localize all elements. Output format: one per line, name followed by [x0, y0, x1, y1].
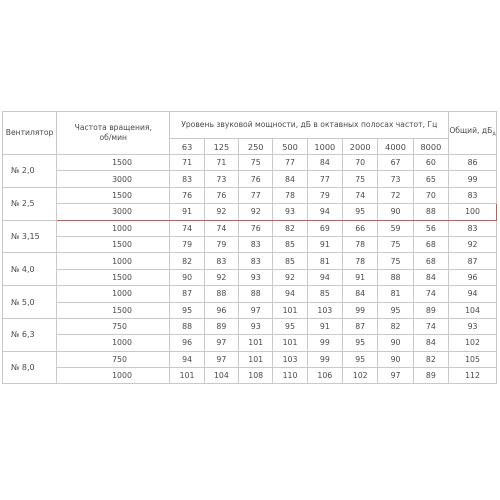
table-row [3, 204, 497, 220]
table-row [3, 335, 497, 351]
sound-level-value: 101 [273, 302, 307, 318]
rotation-speed: 1500 [57, 155, 170, 171]
sound-level-value: 97 [204, 335, 238, 351]
rotation-speed: 750 [57, 318, 170, 334]
sound-level-value: 85 [307, 286, 342, 302]
header-total-sub: А [492, 131, 496, 138]
sound-level-value: 69 [307, 220, 342, 236]
sound-level-value: 73 [378, 171, 413, 187]
sound-level-value: 110 [273, 368, 307, 384]
header-band: 500 [273, 139, 307, 155]
total-value: 92 [449, 236, 497, 252]
sound-level-value: 74 [413, 318, 448, 334]
sound-level-value: 94 [170, 351, 204, 367]
sound-level-value: 97 [239, 302, 273, 318]
fan-model: № 3,15 [3, 220, 57, 253]
sound-level-value: 68 [413, 236, 448, 252]
sound-level-value: 73 [204, 171, 238, 187]
sound-level-value: 75 [239, 155, 273, 171]
total-value: 87 [449, 253, 497, 269]
sound-level-value: 92 [273, 269, 307, 285]
sound-level-value: 94 [307, 204, 342, 220]
sound-level-value: 67 [378, 155, 413, 171]
sound-level-value: 82 [378, 318, 413, 334]
sound-level-value: 84 [273, 171, 307, 187]
sound-level-value: 78 [343, 253, 378, 269]
sound-level-value: 90 [378, 351, 413, 367]
sound-level-value: 75 [343, 171, 378, 187]
sound-level-value: 87 [343, 318, 378, 334]
rotation-speed: 1000 [57, 335, 170, 351]
sound-level-value: 95 [343, 351, 378, 367]
sound-level-value: 75 [378, 253, 413, 269]
sound-level-value: 82 [170, 253, 204, 269]
sound-level-value: 88 [378, 269, 413, 285]
sound-level-value: 90 [170, 269, 204, 285]
table-header [3, 112, 497, 155]
sound-level-value: 95 [378, 302, 413, 318]
rotation-speed: 1000 [57, 220, 170, 236]
sound-level-value: 84 [343, 286, 378, 302]
header-speed-line1: Частота вращения, [74, 123, 152, 132]
sound-level-value: 97 [378, 368, 413, 384]
table-row [3, 302, 497, 318]
sound-level-value: 89 [413, 368, 448, 384]
fan-model: № 2,0 [3, 155, 57, 188]
sound-level-value: 91 [170, 204, 204, 220]
total-value: 86 [449, 155, 497, 171]
sound-level-value: 83 [239, 253, 273, 269]
table-row [3, 171, 497, 187]
table-row [3, 318, 497, 334]
rotation-speed: 750 [57, 351, 170, 367]
sound-level-value: 101 [273, 335, 307, 351]
rotation-speed: 1000 [57, 286, 170, 302]
sound-level-value: 85 [273, 253, 307, 269]
sound-level-value: 103 [307, 302, 342, 318]
rotation-speed: 1500 [57, 269, 170, 285]
sound-level-value: 76 [204, 187, 238, 203]
noise-table [2, 111, 497, 384]
sound-level-value: 78 [343, 236, 378, 252]
sound-level-value: 81 [378, 286, 413, 302]
rotation-speed: 1500 [57, 236, 170, 252]
sound-level-value: 74 [413, 286, 448, 302]
sound-level-value: 103 [273, 351, 307, 367]
sound-level-value: 91 [343, 269, 378, 285]
header-speed [57, 112, 170, 155]
sound-level-value: 78 [273, 187, 307, 203]
table-row [3, 368, 497, 384]
sound-level-value: 70 [413, 187, 448, 203]
sound-level-value: 101 [239, 335, 273, 351]
rotation-speed: 1000 [57, 368, 170, 384]
sound-level-value: 96 [170, 335, 204, 351]
sound-level-value: 71 [170, 155, 204, 171]
header-band: 2000 [343, 139, 378, 155]
rotation-speed: 1000 [57, 253, 170, 269]
sound-level-value: 56 [413, 220, 448, 236]
total-value: 94 [449, 286, 497, 302]
header-band: 4000 [378, 139, 413, 155]
sound-level-value: 95 [170, 302, 204, 318]
sound-level-value: 82 [273, 220, 307, 236]
sound-level-value: 93 [273, 204, 307, 220]
fan-model: № 8,0 [3, 351, 57, 384]
sound-level-value: 82 [413, 351, 448, 367]
table-row [3, 187, 497, 203]
sound-level-value: 79 [204, 236, 238, 252]
sound-level-value: 88 [204, 286, 238, 302]
sound-level-value: 87 [170, 286, 204, 302]
header-total [449, 112, 497, 155]
sound-level-value: 90 [378, 204, 413, 220]
sound-level-value: 106 [307, 368, 342, 384]
sound-level-value: 68 [413, 253, 448, 269]
sound-level-value: 83 [204, 253, 238, 269]
sound-level-value: 74 [170, 220, 204, 236]
table-row [3, 269, 497, 285]
sound-level-value: 99 [307, 351, 342, 367]
sound-level-value: 77 [273, 155, 307, 171]
sound-level-value: 74 [343, 187, 378, 203]
table-row [3, 155, 497, 171]
sound-level-value: 93 [239, 318, 273, 334]
sound-level-value: 76 [170, 187, 204, 203]
header-total-text: Общий, дБ [449, 126, 493, 136]
sound-level-value: 60 [413, 155, 448, 171]
sound-level-value: 108 [239, 368, 273, 384]
sound-level-value: 92 [204, 204, 238, 220]
sound-level-value: 83 [239, 236, 273, 252]
sound-level-value: 84 [413, 335, 448, 351]
sound-level-value: 76 [239, 220, 273, 236]
sound-level-value: 94 [307, 269, 342, 285]
sound-level-value: 88 [413, 204, 448, 220]
fan-model: № 6,3 [3, 318, 57, 351]
table-row [3, 253, 497, 269]
sound-level-value: 59 [378, 220, 413, 236]
header-band: 1000 [307, 139, 342, 155]
sound-level-value: 88 [170, 318, 204, 334]
sound-level-value: 66 [343, 220, 378, 236]
sound-level-value: 79 [170, 236, 204, 252]
sound-level-value: 91 [307, 318, 342, 334]
sound-level-value: 101 [170, 368, 204, 384]
sound-level-value: 85 [273, 236, 307, 252]
header-band: 8000 [413, 139, 448, 155]
fan-model: № 5,0 [3, 286, 57, 319]
sound-level-value: 92 [239, 204, 273, 220]
table-row [3, 351, 497, 367]
sound-level-value: 95 [343, 204, 378, 220]
rotation-speed: 3000 [57, 204, 170, 220]
total-value: 93 [449, 318, 497, 334]
sound-level-value: 84 [413, 269, 448, 285]
total-value: 96 [449, 269, 497, 285]
sound-level-value: 77 [307, 171, 342, 187]
sound-level-value: 79 [307, 187, 342, 203]
sound-level-value: 65 [413, 171, 448, 187]
sound-level-value: 74 [204, 220, 238, 236]
sound-level-value: 72 [378, 187, 413, 203]
rotation-speed: 1500 [57, 187, 170, 203]
sound-level-value: 97 [204, 351, 238, 367]
sound-level-value: 88 [239, 286, 273, 302]
total-value: 112 [449, 368, 497, 384]
sound-level-value: 91 [307, 236, 342, 252]
sound-level-value: 99 [307, 335, 342, 351]
header-fan: Вентилятор [3, 112, 57, 155]
sound-level-value: 93 [239, 269, 273, 285]
sound-level-value: 94 [273, 286, 307, 302]
sound-level-value: 101 [239, 351, 273, 367]
table-wrapper [2, 111, 497, 384]
sound-level-value: 81 [307, 253, 342, 269]
sound-level-value: 95 [273, 318, 307, 334]
sound-level-value: 92 [204, 269, 238, 285]
rotation-speed: 3000 [57, 171, 170, 187]
total-value: 102 [449, 335, 497, 351]
sound-level-value: 90 [378, 335, 413, 351]
total-value: 104 [449, 302, 497, 318]
sound-level-value: 76 [239, 171, 273, 187]
header-band: 125 [204, 139, 238, 155]
sound-level-value: 84 [307, 155, 342, 171]
sound-level-value: 102 [343, 368, 378, 384]
rotation-speed: 1500 [57, 302, 170, 318]
table-row [3, 236, 497, 252]
header-band: 63 [170, 139, 204, 155]
total-value: 100 [449, 204, 497, 220]
sound-level-value: 83 [170, 171, 204, 187]
fan-model: № 4,0 [3, 253, 57, 286]
sound-level-value: 89 [413, 302, 448, 318]
total-value: 105 [449, 351, 497, 367]
header-speed-line2: об/мин [99, 133, 128, 142]
total-value: 83 [449, 187, 497, 203]
header-band: 250 [239, 139, 273, 155]
table-row [3, 220, 497, 236]
table-body [3, 155, 497, 384]
total-value: 99 [449, 171, 497, 187]
sound-level-value: 70 [343, 155, 378, 171]
sound-level-value: 89 [204, 318, 238, 334]
header-sound-level: Уровень звуковой мощности, дБ в октавных полосах частот, Гц [170, 112, 449, 139]
total-value: 83 [449, 220, 497, 236]
table-row [3, 286, 497, 302]
fan-model: № 2,5 [3, 187, 57, 220]
sound-level-value: 71 [204, 155, 238, 171]
sound-level-value: 75 [378, 236, 413, 252]
sound-level-value: 77 [239, 187, 273, 203]
sound-level-value: 96 [204, 302, 238, 318]
sound-level-value: 99 [343, 302, 378, 318]
sound-level-value: 104 [204, 368, 238, 384]
sound-level-value: 95 [343, 335, 378, 351]
